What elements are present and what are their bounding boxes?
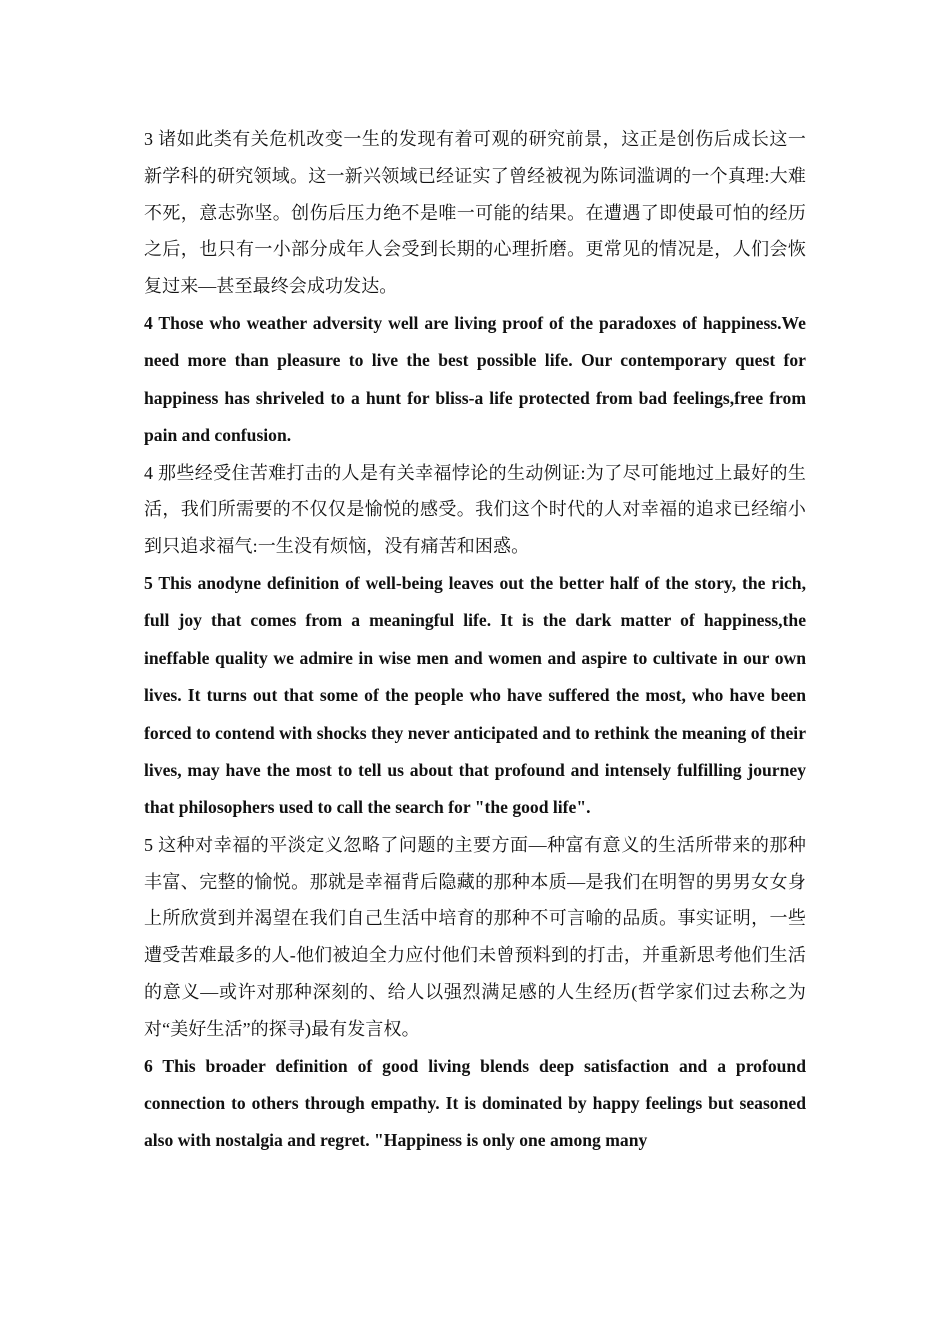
paragraph-en-4: 4 Those who weather adversity well are living proof of the paradoxes of happiness.We need more than pleasure to live the best possible life. Our contemporary quest for happiness has shriveled to a hunt for bliss-a life protected from bad feelings,free from pain and confusion. bbox=[144, 312, 806, 446]
paragraph-en-5: 5 This anodyne definition of well-being leaves out the better half of the story, the rich, full joy that comes from a meaningful life. It is the dark matter of happiness,the ineffable quality we admire in wise men and women and aspire to cultivate in our own lives. It turns out that some of the people who have suffered the most, who have been forced to contend with shocks they never anticipated and to rethink the meaning of their lives, may have the most to tell us about that profound and intensely fulfilling journey that philosophers used to call the search for "the good life". bbox=[144, 573, 806, 818]
paragraph-en-6: 6 This broader definition of good living blends deep satisfaction and a profound connection to others through empathy. It is dominated by happy feelings but seasoned also with nostalgia and regret. "Happiness is only one among many bbox=[144, 1055, 806, 1151]
document-page bbox=[144, 121, 806, 1160]
paragraph-zh-3: 3 诸如此类有关危机改变一生的发现有着可观的研究前景，这正是创伤后成长这一新学科的研究领域。这一新兴领域已经证实了曾经被视为陈词滥调的一个真理:大难不死，意志弥坚。创伤后压力绝不是唯一可能的结果。在遭遇了即使最可怕的经历之后，也只有一小部分成年人会受到长期的心理折磨。更常见的情况是，人们会恢复过来—甚至最终会成功发达。 bbox=[144, 129, 806, 297]
paragraph-zh-5: 5 这种对幸福的平淡定义忽略了问题的主要方面—种富有意义的生活所带来的那种丰富、完整的愉悦。那就是幸福背后隐藏的那种本质—是我们在明智的男男女女身上所欣赏到并渴望在我们自己生活中培育的那种不可言喻的品质。事实证明，一些遭受苦难最多的人-他们被迫全力应付他们未曾预料到的打击，并重新思考他们生活的意义—或许对那种深刻的、给人以强烈满足感的人生经历(哲学家们过去称之为对“美好生活”的探寻)最有发言权。 bbox=[144, 834, 806, 1039]
paragraph-zh-4: 4 那些经受住苦难打击的人是有关幸福悖论的生动例证:为了尽可能地过上最好的生活，我们所需要的不仅仅是愉悦的感受。我们这个时代的人对幸福的追求已经缩小到只追求福气:一生没有烦恼，没有痛苦和困惑。 bbox=[144, 462, 806, 557]
